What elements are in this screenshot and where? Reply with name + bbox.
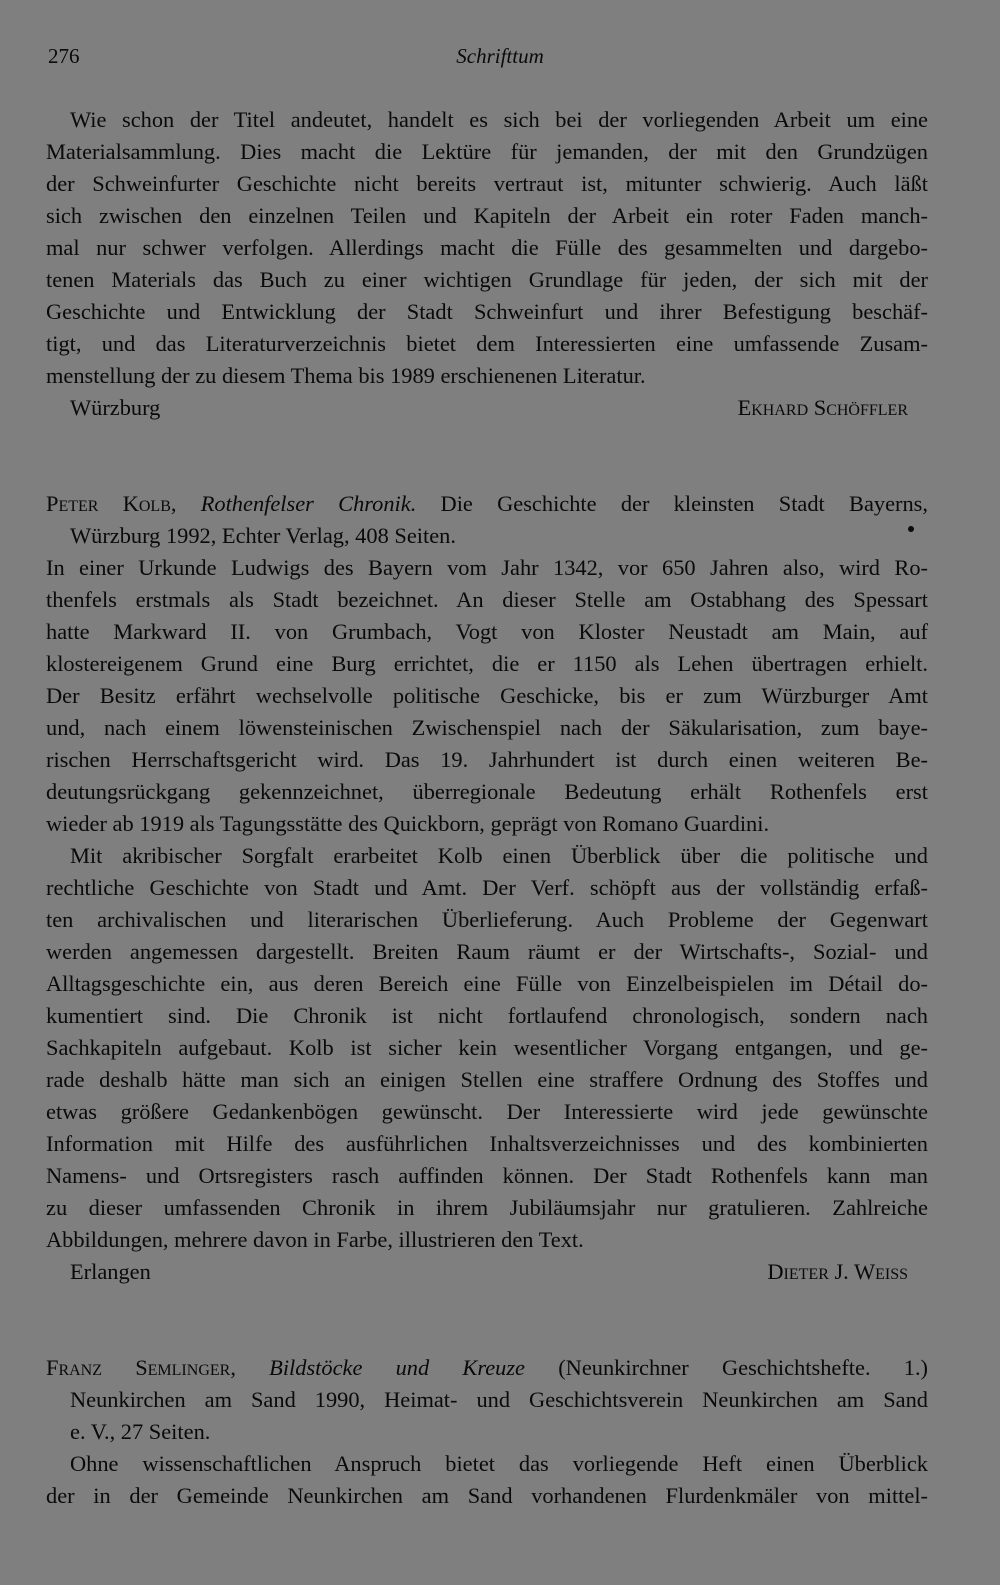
review-signature <box>46 392 928 424</box>
review-signature <box>46 1256 928 1288</box>
text-line: menstellung der zu diesem Thema bis 1989 erschienenen Literatur. <box>46 363 646 388</box>
heading-separator: , <box>170 491 201 516</box>
book-title: Rothenfelser Chronik. <box>200 491 417 516</box>
text-line: tenen Materials das Buch zu einer wichtigen Grundlage für jeden, der sich mit der <box>46 267 928 292</box>
book-subtitle: Die Geschichte der kleinsten Stadt Bayerns, <box>416 491 928 516</box>
reviewer-place: Erlangen <box>70 1259 151 1284</box>
text-line: ten archivalischen und literarischen Überlieferung. Auch Probleme der Gegenwart <box>46 907 928 932</box>
text-line: Namens- und Ortsregisters rasch auffinden können. Der Stadt Rothenfels kann man <box>46 1163 928 1188</box>
reviewer-name: Ekhard Schöffler <box>737 395 908 420</box>
text-line: sich zwischen den einzelnen Teilen und Kapiteln der Arbeit ein roter Faden manch- <box>46 203 928 228</box>
text-line: der in der Gemeinde Neunkirchen am Sand vorhandenen Flurdenkmäler von mittel- <box>46 1483 928 1508</box>
running-title: Schrifttum <box>456 44 544 68</box>
text-line: hatte Markward II. von Grumbach, Vogt von Kloster Neustadt am Main, auf <box>46 619 928 644</box>
text-line: Der Besitz erfährt wechselvolle politische Geschicke, bis er zum Würzburger Amt <box>46 683 928 708</box>
page-number: 276 <box>48 44 80 68</box>
text-line: klostereigenem Grund eine Burg errichtet, die er 1150 als Lehen übertragen erhielt. <box>46 651 928 676</box>
text-line: rade deshalb hätte man sich an einigen Stellen eine straffere Ordnung des Stoffes und <box>46 1067 928 1092</box>
text-line: thenfels erstmals als Stadt bezeichnet. An dieser Stelle am Ostabhang des Spessart <box>46 587 928 612</box>
book-imprint: e. V., 27 Seiten. <box>70 1419 211 1444</box>
text-line: Information mit Hilfe des ausführlichen Inhaltsverzeichnisses und des kombinierten <box>46 1131 928 1156</box>
text-line: mal nur schwer verfolgen. Allerdings macht die Fülle des gesammelten und dargebo- <box>46 235 928 260</box>
text-line: Mit akribischer Sorgfalt erarbeitet Kolb einen Überblick über die politische und <box>70 843 928 868</box>
ink-speck <box>908 526 914 532</box>
book-author: Franz Semlinger <box>46 1355 231 1380</box>
text-line: etwas größere Gedankenbögen gewünscht. Der Interessierte wird jede gewünschte <box>46 1099 928 1124</box>
text-line: Abbildungen, mehrere davon in Farbe, illustrieren den Text. <box>46 1227 584 1252</box>
text-line: Alltagsgeschichte ein, aus deren Bereich eine Fülle von Einzelbeispielen im Détail do- <box>46 971 928 996</box>
text-line: der Schweinfurter Geschichte nicht bereits vertraut ist, mitunter schwierig. Auch läßt <box>46 171 928 196</box>
text-line: Ohne wissenschaftlichen Anspruch bietet das vorliegende Heft einen Überblick <box>70 1451 928 1476</box>
text-line: und, nach einem löwensteinischen Zwischenspiel nach der Säkularisation, zum baye- <box>46 715 928 740</box>
book-title: Bildstöcke und Kreuze <box>269 1355 525 1380</box>
text-line: Wie schon der Titel andeutet, handelt es sich bei der vorliegenden Arbeit um eine <box>70 107 928 132</box>
text-line: rischen Herrschaftsgericht wird. Das 19. Jahrhundert ist durch einen weiteren Be- <box>46 747 928 772</box>
text-line: tigt, und das Literaturverzeichnis bietet dem Interessierten eine umfassende Zusam- <box>46 331 928 356</box>
text-line: In einer Urkunde Ludwigs des Bayern vom Jahr 1342, vor 650 Jahren also, wird Ro- <box>46 555 928 580</box>
book-imprint: Neunkirchen am Sand 1990, Heimat- und Geschichtsverein Neunkirchen am Sand <box>70 1387 928 1412</box>
text-line: zu dieser umfassenden Chronik in ihrem Jubiläumsjahr nur gratulieren. Zahlreiche <box>46 1195 928 1220</box>
reviewer-name: Dieter J. Weiss <box>767 1259 908 1284</box>
book-imprint: Würzburg 1992, Echter Verlag, 408 Seiten. <box>70 523 456 548</box>
text-line: werden angemessen dargestellt. Breiten Raum räumt er der Wirtschafts-, Sozial- und <box>46 939 928 964</box>
review-3 <box>46 1352 928 1512</box>
text-line: Sachkapiteln aufgebaut. Kolb ist sicher kein wesentlicher Vorgang entgangen, und ge- <box>46 1035 928 1060</box>
review-2 <box>46 488 928 1288</box>
text-line: kumentiert sind. Die Chronik ist nicht fortlaufend chronologisch, sondern nach <box>46 1003 928 1028</box>
book-heading <box>46 488 928 520</box>
review-1 <box>46 104 928 424</box>
book-heading <box>46 1352 928 1384</box>
book-author: Peter Kolb <box>46 491 171 516</box>
reviewer-place: Würzburg <box>70 395 161 420</box>
text-line: Geschichte und Entwicklung der Stadt Schweinfurt und ihrer Befestigung beschäf- <box>46 299 928 324</box>
text-line: Materialsammlung. Dies macht die Lektüre für jemanden, der mit den Grundzügen <box>46 139 928 164</box>
text-line: deutungsrückgang gekennzeichnet, überregionale Bedeutung erhält Rothenfels erst <box>46 779 928 804</box>
heading-separator: , <box>230 1355 270 1380</box>
book-series: (Neunkirchner Geschichtshefte. 1.) <box>525 1355 928 1380</box>
text-line: rechtliche Geschichte von Stadt und Amt. Der Verf. schöpft aus der vollständig erfaß- <box>46 875 928 900</box>
text-line: wieder ab 1919 als Tagungsstätte des Quickborn, geprägt von Romano Guardini. <box>46 811 770 836</box>
